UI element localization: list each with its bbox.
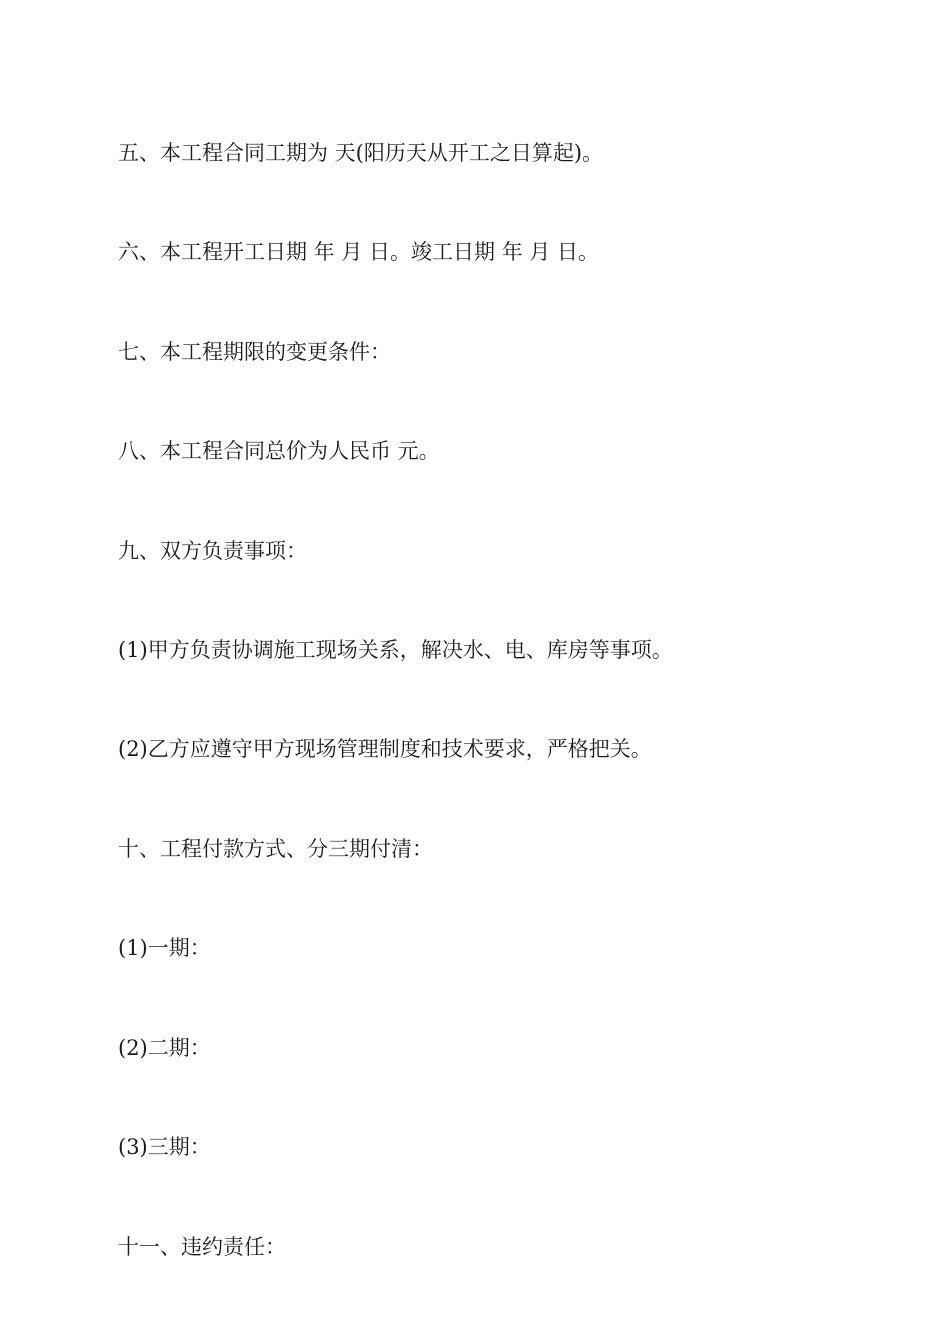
- clause-10-payment-terms: 十、工程付款方式、分三期付清：: [118, 837, 433, 861]
- payment-phase-2: (2)二期：: [118, 1036, 211, 1060]
- clause-9-item-2: (2)乙方应遵守甲方现场管理制度和技术要求，严格把关。: [118, 737, 652, 761]
- clause-9-responsibilities: 九、双方负责事项：: [118, 539, 307, 563]
- clause-11-liability-for-breach: 十一、违约责任：: [118, 1235, 286, 1259]
- payment-phase-1: (1)一期：: [118, 936, 211, 960]
- clause-6-start-finish-dates: 六、本工程开工日期 年 月 日。竣工日期 年 月 日。: [118, 240, 600, 264]
- clause-7-schedule-change-conditions: 七、本工程期限的变更条件：: [118, 340, 391, 364]
- clause-5-contract-duration: 五、本工程合同工期为 天(阳历天从开工之日算起)。: [118, 141, 604, 165]
- payment-phase-3: (3)三期：: [118, 1135, 211, 1159]
- clause-8-total-contract-price: 八、本工程合同总价为人民币 元。: [118, 439, 440, 463]
- clause-9-item-1: (1)甲方负责协调施工现场关系，解决水、电、库房等事项。: [118, 638, 673, 662]
